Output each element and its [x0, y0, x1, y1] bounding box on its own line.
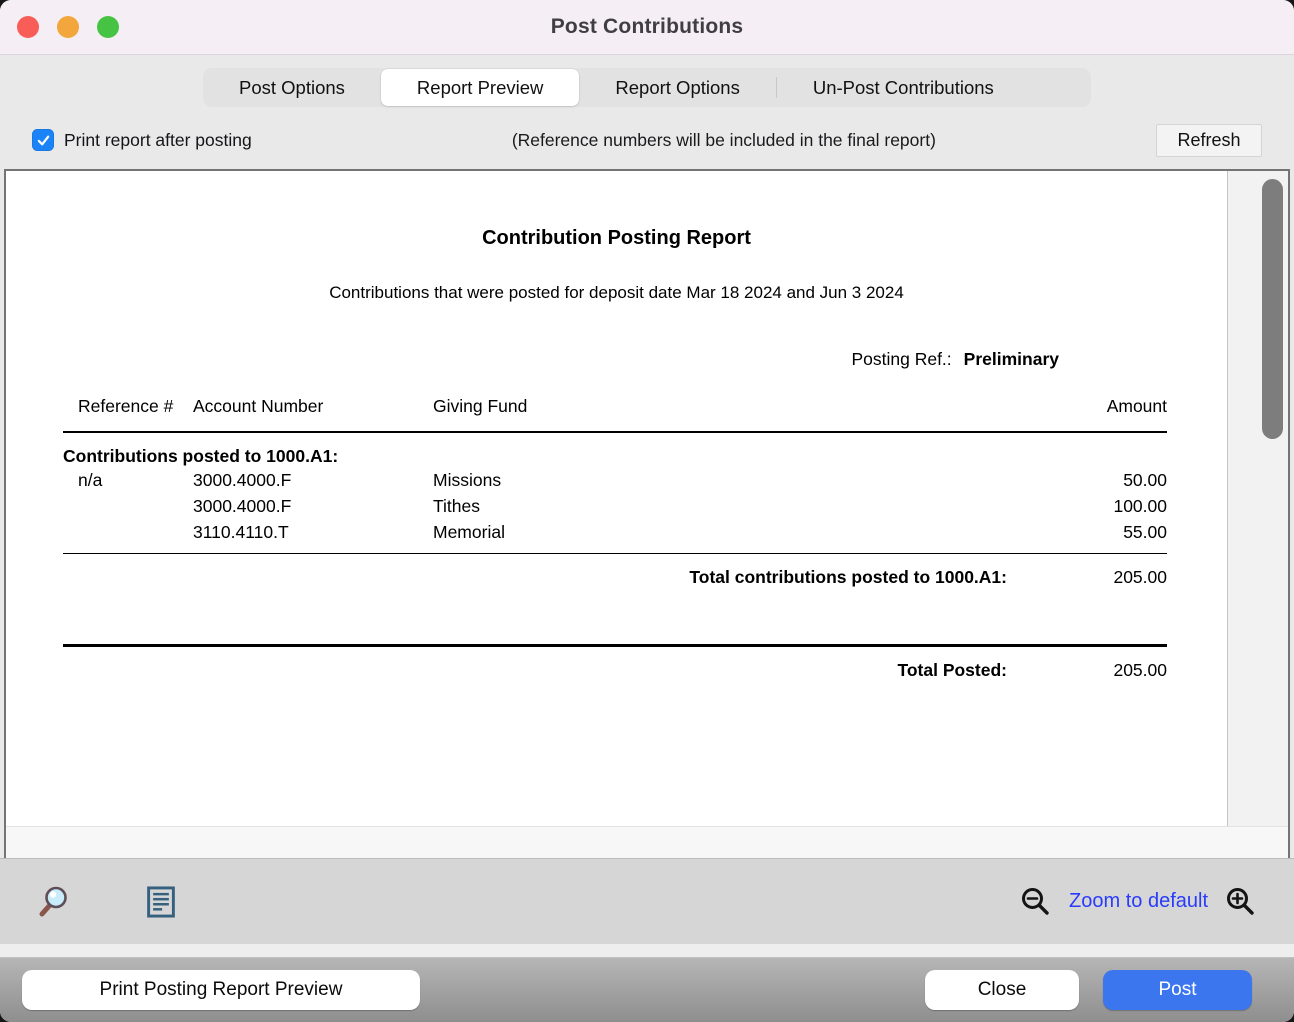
table-row: [63, 519, 1167, 545]
tab-report-preview[interactable]: Report Preview: [381, 69, 579, 106]
footer-bar: [0, 958, 1294, 1022]
tab-un-post-contributions[interactable]: Un-Post Contributions: [812, 76, 994, 98]
cell-fund: Memorial: [433, 522, 505, 542]
group-rule: [63, 553, 1167, 554]
checkmark-icon: [35, 132, 52, 149]
preview-toolbar: [0, 858, 1294, 944]
vertical-scrollbar-thumb[interactable]: [1262, 179, 1283, 439]
zoom-controls: [1017, 883, 1260, 921]
cell-amount: 55.00: [1123, 522, 1167, 542]
zoom-in-icon[interactable]: [1222, 883, 1260, 921]
tab-report-options[interactable]: Report Options: [615, 76, 740, 98]
cell-fund: Tithes: [433, 496, 481, 516]
cell-account: 3110.4110.T: [193, 522, 289, 542]
traffic-lights: [17, 16, 119, 38]
horizontal-scrollbar-track[interactable]: [6, 826, 1288, 858]
col-header-account: Account Number: [193, 396, 324, 416]
magnifier-icon[interactable]: [34, 883, 72, 921]
cell-amount: 50.00: [1123, 470, 1167, 490]
report-page: [6, 171, 1228, 826]
refresh-button[interactable]: Refresh: [1156, 124, 1262, 157]
group-total-row: [63, 567, 1167, 588]
group-total-label: Total contributions posted to 1000.A1:: [689, 567, 1007, 587]
titlebar: [0, 0, 1294, 55]
col-header-reference: Reference #: [78, 396, 174, 416]
tab-post-options[interactable]: Post Options: [239, 76, 345, 98]
cell-account: 3000.4000.F: [193, 496, 292, 516]
document-icon[interactable]: [142, 883, 180, 921]
report-title: Contribution Posting Report: [482, 227, 751, 249]
grand-total-value: 205.00: [1113, 660, 1167, 680]
grand-total-rule: [63, 644, 1167, 647]
posting-ref-value: Preliminary: [963, 349, 1059, 369]
print-report-checkbox-label[interactable]: Print report after posting: [64, 129, 252, 150]
group-total-value: 205.00: [1113, 567, 1167, 587]
cell-fund: Missions: [433, 470, 502, 490]
cell-amount: 100.00: [1113, 496, 1167, 516]
report-preview-frame: [4, 169, 1290, 858]
header-rule: [63, 431, 1167, 433]
options-row: [0, 111, 1294, 169]
posting-ref: [6, 349, 1227, 370]
cell-reference: [63, 493, 193, 519]
print-posting-report-preview-button[interactable]: Print Posting Report Preview: [22, 970, 420, 1010]
table-row: [63, 467, 1167, 493]
tab-bar: [203, 68, 1091, 107]
group-header: Contributions posted to 1000.A1:: [63, 446, 339, 466]
upper-section: [0, 55, 1294, 169]
report-subtitle: Contributions that were posted for deposit date Mar 18 2024 and Jun 3 2024: [329, 283, 904, 302]
minimize-icon[interactable]: [57, 16, 79, 38]
col-header-fund: Giving Fund: [433, 396, 528, 416]
window-title: Post Contributions: [550, 15, 744, 38]
vertical-scrollbar-track[interactable]: [1228, 171, 1288, 826]
close-button[interactable]: Close: [925, 970, 1079, 1010]
zoom-out-icon[interactable]: [1017, 883, 1055, 921]
posting-ref-label: Posting Ref.:: [851, 349, 952, 369]
cell-reference: n/a: [78, 470, 103, 490]
grand-total-row: [63, 660, 1167, 681]
reference-note: (Reference numbers will be included in the final report): [511, 129, 936, 150]
print-report-checkbox[interactable]: [32, 129, 54, 151]
report-table: [63, 396, 1167, 681]
col-header-amount: Amount: [1106, 396, 1167, 416]
grand-total-label: Total Posted:: [897, 660, 1007, 680]
zoom-window-icon[interactable]: [97, 16, 119, 38]
cell-reference: [63, 519, 193, 545]
table-row: [63, 493, 1167, 519]
close-icon[interactable]: [17, 16, 39, 38]
post-button[interactable]: Post: [1103, 970, 1252, 1010]
zoom-to-default-link[interactable]: Zoom to default: [1069, 890, 1208, 912]
footer-divider-strip: [0, 944, 1294, 958]
table-header-row: [63, 396, 1167, 417]
cell-account: 3000.4000.F: [193, 470, 292, 490]
print-report-checkbox-group: [32, 129, 252, 151]
